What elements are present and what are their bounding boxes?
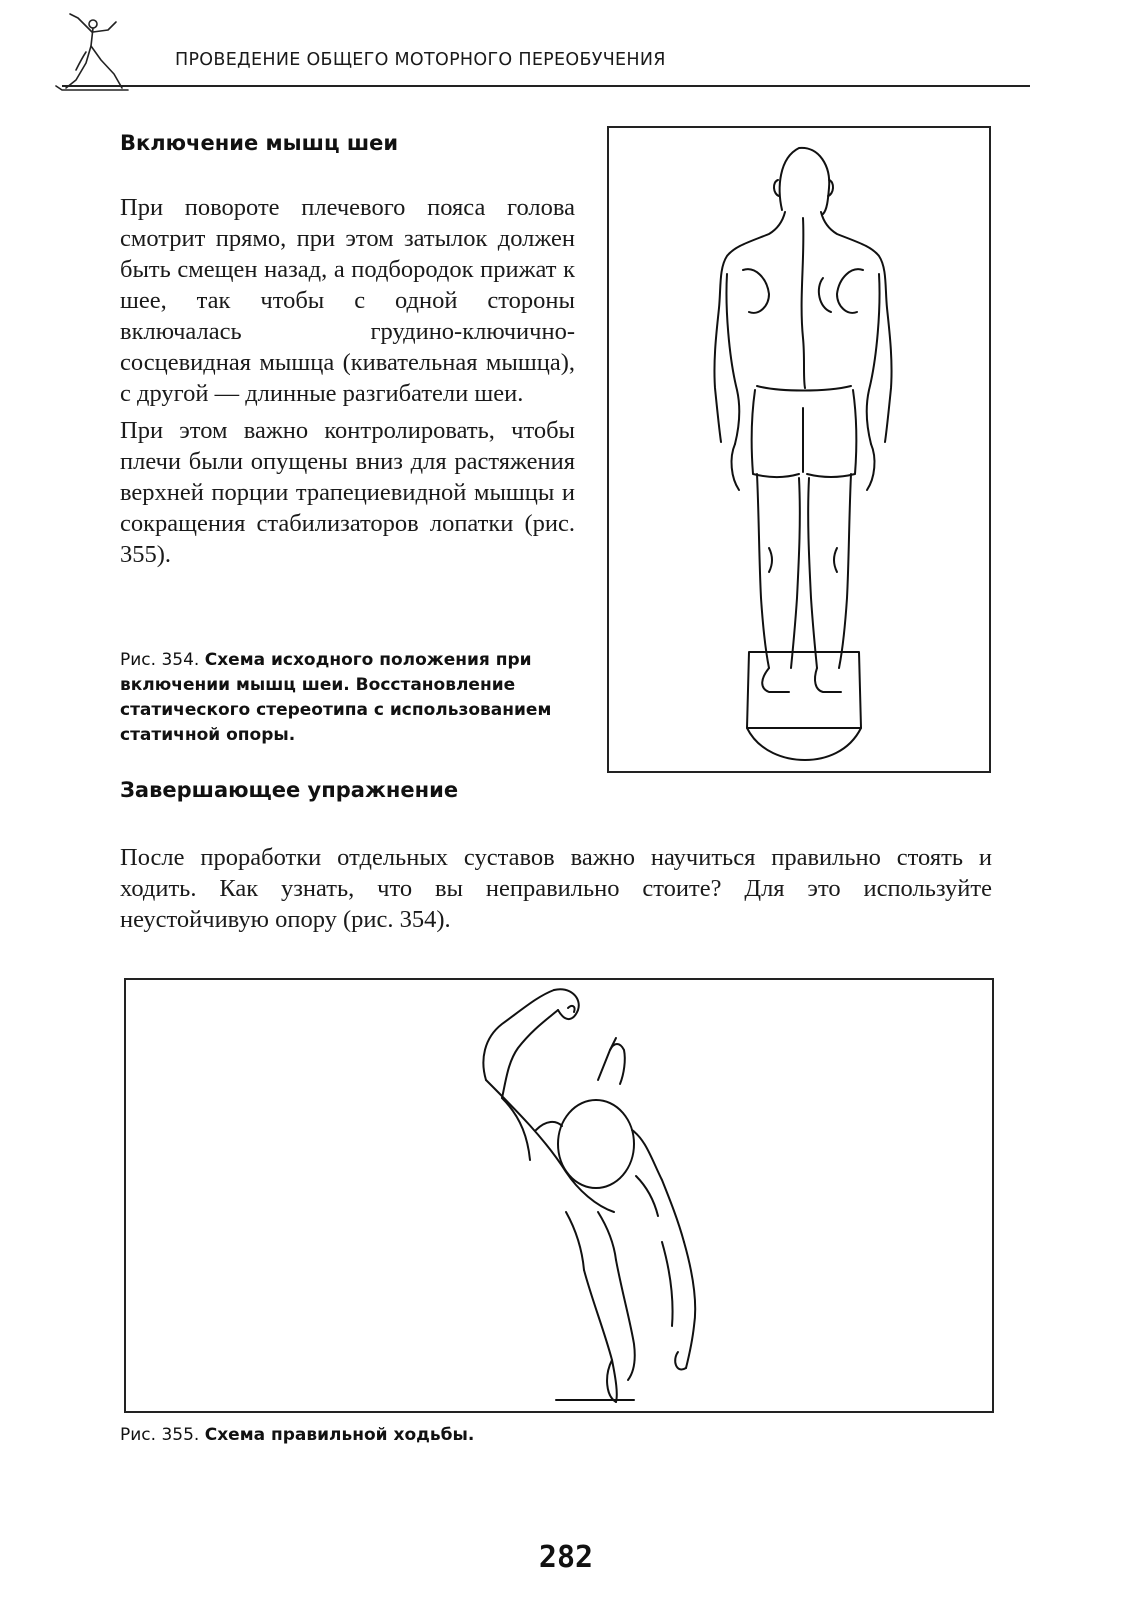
figure-number: Рис. 354. (120, 650, 200, 670)
paragraph: При повороте плечевого пояса голова смотрит прямо, при этом затылок должен быть смещен назад, а подбородок прижат к шее, так чтобы с одной стороны включалась грудино-ключично-сосцевидная мышца (кивательная мышца), с другой — длинные разгибатели шеи. (120, 194, 575, 407)
dancer-logo-icon (46, 8, 136, 94)
figure-title: Схема исходного положения при включении мышц шеи. Восстановление статического стереотипа с использованием статичной опоры. (120, 650, 552, 745)
walking-man-illustration (126, 980, 992, 1411)
paragraph: При этом важно контролировать, чтобы плечи были опущены вниз для растяжения верхней порции трапециевидной мышцы и сокращения стабилизаторов лопатки (рис. 355). (120, 417, 575, 568)
figure-number: Рис. 355. (120, 1425, 200, 1445)
figure-355-frame (124, 978, 994, 1413)
figure-354-caption (120, 648, 590, 748)
running-header: ПРОВЕДЕНИЕ ОБЩЕГО МОТОРНОГО ПЕРЕОБУЧЕНИЯ (175, 50, 666, 70)
figure-title: Схема правильной ходьбы. (204, 1425, 475, 1445)
figure-354-frame (607, 126, 991, 773)
paragraph: После проработки отдельных суставов важно научиться правильно стоять и ходить. Как узнать, что вы неправильно стоите? Для это используйте неустойчивую опору (рис. 354). (120, 844, 992, 933)
figure-355-caption (120, 1423, 820, 1448)
section-heading-neck-muscles: Включение мышц шеи (120, 131, 399, 155)
header-divider (62, 85, 1030, 87)
section-body-final-exercise (120, 842, 992, 941)
section-body-neck-muscles (120, 192, 575, 576)
page-number: 282 (538, 1540, 594, 1575)
section-heading-final-exercise: Завершающее упражнение (120, 778, 459, 802)
standing-man-illustration (609, 128, 989, 771)
